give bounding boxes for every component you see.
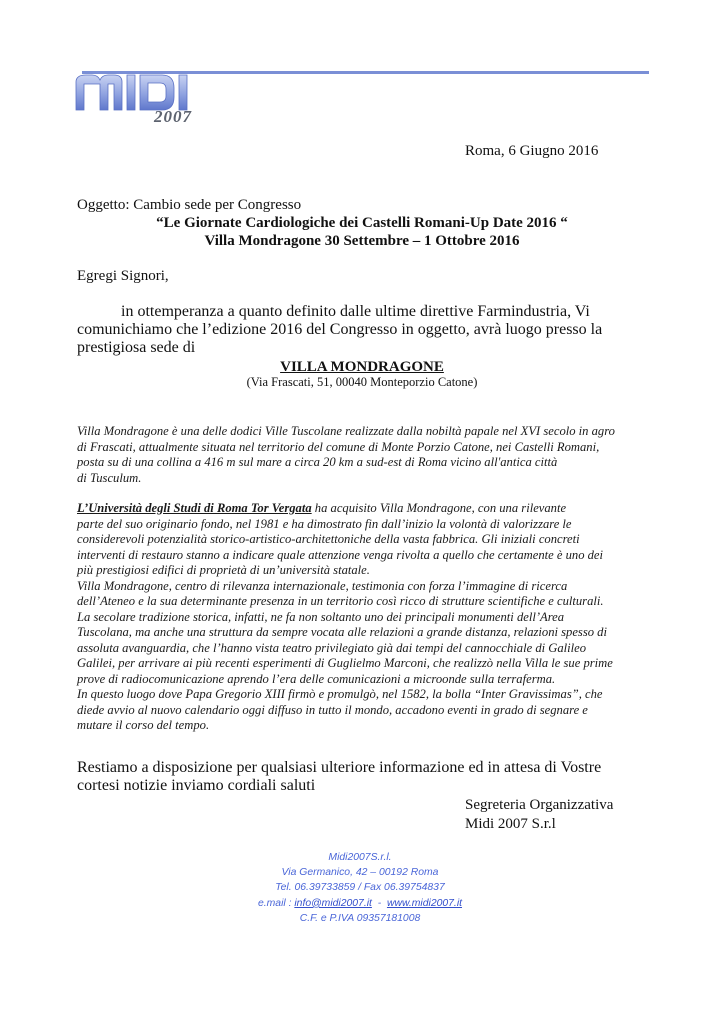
footer-address: Via Germanico, 42 – 00192 Roma [281,867,439,879]
company-logo [74,62,649,124]
university-name: L’Università degli Studi di Roma Tor Vergata [77,501,312,515]
description-line: mutare il corso del tempo. [77,718,210,732]
intro-line-2: comunichiamo che l’edizione 2016 del Congresso in oggetto, avrà luogo presso la [77,321,603,338]
description-line: diede avvio al nuovo calendario oggi diffuso in tutto il mondo, accadono eventi in grado di segnare e [77,702,588,717]
description-line: Villa Mondragone, centro di rilevanza internazionale, testimonia con forza l’immagine di ricerca [77,578,568,593]
subject-label: Oggetto: Cambio sede per Congresso [77,197,302,213]
description-line: di Frascati, attualmente situata nel territorio del comune di Monte Porzio Catone, nei Castelli Romani, [77,439,600,454]
description-line [77,501,667,517]
congress-venue-dates: Villa Mondragone 30 Settembre – 1 Ottobre 2016 [204,233,520,249]
description-text: ha acquisito Villa Mondragone, con una rilevante [311,501,567,515]
email-link[interactable]: info@midi2007.it [294,897,372,909]
description-line: interventi di restauro stanno a indicare quale attenzione venga rivolta a quello che certamente è uno dei [77,547,604,562]
footer-tax-id: C.F. e P.IVA 09357181008 [299,912,421,924]
closing-line-1: Restiamo a disposizione per qualsiasi ulteriore informazione ed in attesa di Vostre [77,759,602,776]
venue-name: VILLA MONDRAGONE [280,359,444,375]
footer-company: Midi2007S.r.l. [328,852,392,863]
footer-separator: - [371,897,387,909]
description-paragraph-1 [77,424,657,486]
description-line: dell’Ateneo e la sua determinante presenza in un territorio così ricco di strutture scientifiche e culturali. [77,594,604,608]
footer-phone: Tel. 06.39733859 / Fax 06.39754837 [275,882,445,894]
description-line: assoluta avanguardia, che l’hanno vista teatro privilegiato già dai tempi del cannocchiale di Galileo [77,640,587,655]
description-paragraph-2 [77,501,667,734]
signature-company: Midi 2007 S.r.l [465,816,556,832]
closing-line-2: cortesi notizie inviamo cordiali saluti [77,777,316,794]
description-line: considerevoli potenzialità storico-artistico-architettoniche della vasta fabbrica. Gli iniziali concreti [77,532,580,546]
description-line: più prestigiosi edifici di proprietà di un’università statale. [77,563,370,577]
description-line: La secolare tradizione storica, infatti, ne fa non soltanto uno dei principali monumenti dell’Area [77,609,565,624]
venue-address: (Via Frascati, 51, 00040 Monteporzio Catone) [246,375,478,389]
description-line: In questo luogo dove Papa Gregorio XIII firmò e promulgò, nel 1582, la bolla “Inter Gravissimas”, che [77,687,603,701]
footer [200,850,520,926]
signature-department: Segreteria Organizzativa [465,797,614,813]
intro-line-1: in ottemperanza a quanto definito dalle ultime direttive Farmindustria, Vi [121,303,590,320]
website-link[interactable]: www.midi2007.it [386,897,463,909]
congress-title: “Le Giornate Cardiologiche dei Castelli Romani-Up Date 2016 “ [156,215,568,231]
description-line: Tuscolana, ma anche una struttura da sempre vocata alle relazioni a grande distanza, relazioni spesso di [77,625,607,639]
footer-contacts [200,896,520,911]
intro-line-3: prestigiosa sede di [77,339,196,356]
date-line: Roma, 6 Giugno 2016 [465,143,599,159]
description-line: prove di radiocomunicazione aprendo l’era delle comunicazioni a microonde sulla terraferma. [77,671,556,686]
description-line: Galilei, per arrivare ai più recenti esperimenti di Guglielmo Marconi, che realizzò nella Villa le sue prime [77,656,613,670]
description-line: Villa Mondragone è una delle dodici Ville Tuscolane realizzate dalla nobiltà papale nel XVI secolo in agro [77,424,615,438]
description-line: di Tusculum. [77,470,142,485]
email-label: e.mail : [257,897,295,909]
description-line: posta su di una collina a 416 m sul mare a circa 20 km a sud-est di Roma vicino all'antica città [77,455,558,469]
salutation: Egregi Signori, [77,268,169,284]
logo-year: 2007 [154,107,192,124]
midi-logo-graphic [74,62,649,124]
description-line: parte del suo originario fondo, nel 1981 e ha dimostrato fin dall’inizio la volontà di valorizzare le [77,516,572,531]
